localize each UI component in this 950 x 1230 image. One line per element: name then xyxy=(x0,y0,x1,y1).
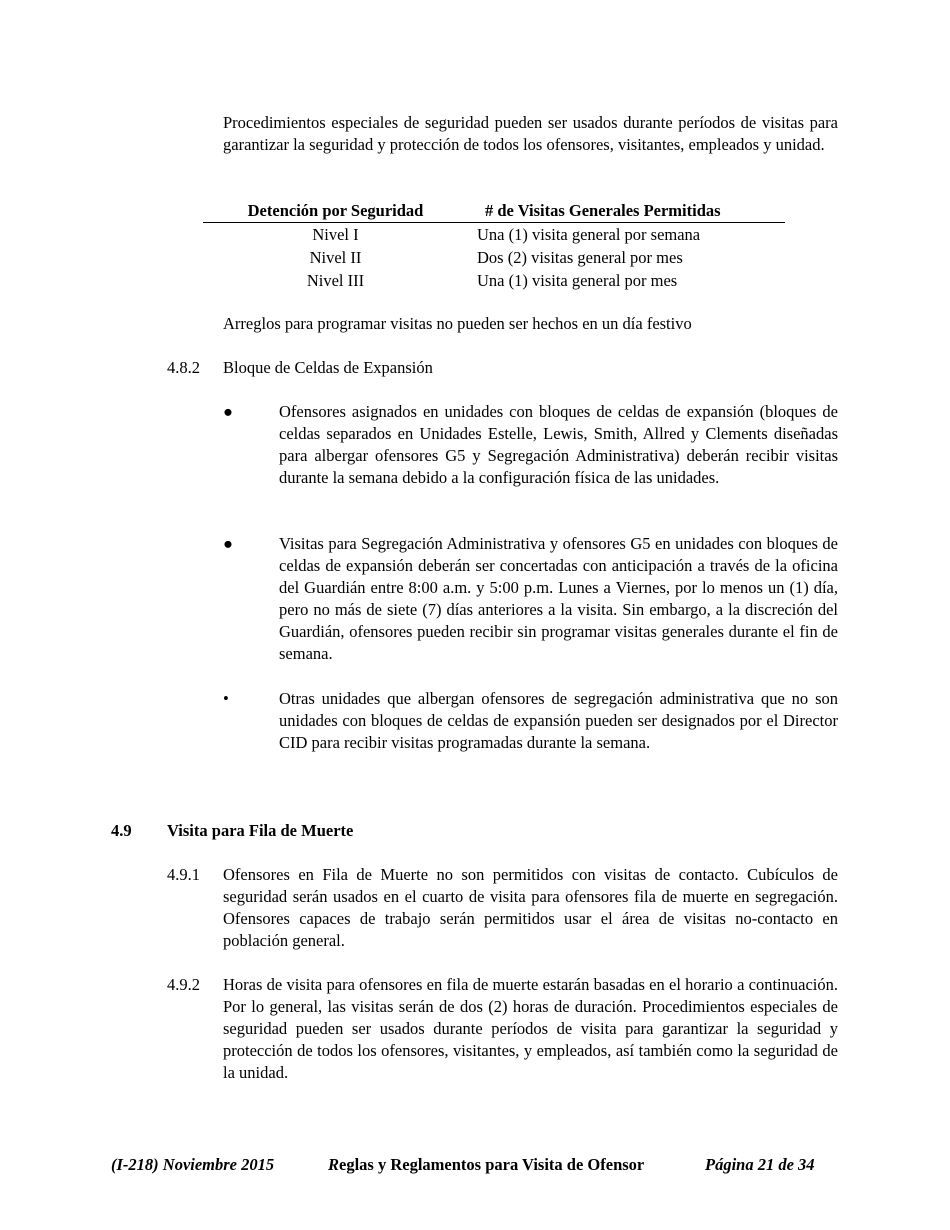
section-title: Bloque de Celdas de Expansión xyxy=(223,358,433,377)
table-cell: Una (1) visita general por mes xyxy=(477,270,678,290)
section-heading-title: Visita para Fila de Muerte xyxy=(167,821,354,840)
table-row xyxy=(203,246,785,269)
subsection-text: Ofensores en Fila de Muerte no son permitidos con visitas de contacto. Cubículos de seguridad serán usados en el cuarto de visita para ofensores fila de muerte en segregación. Ofensores capaces de trabajo serán permitidos usar el área de visitas no-contacto en población general. xyxy=(223,865,838,950)
subsection-text: Horas de visita para ofensores en fila de muerte estarán basadas en el horario a continuación. Por lo general, las visitas serán de dos (2) horas de duración. Procedimientos especiales de seguridad pueden ser usados durante períodos de visita para garantizar la seguridad y protección de todos los ofensores, visitantes, y empleados, así también como la seguridad de la unidad. xyxy=(223,975,838,1082)
security-visits-table xyxy=(203,199,785,292)
bullet-icon: • xyxy=(223,689,229,708)
footer-title-rest: eglas y Reglamentos para Visita de Ofensor xyxy=(339,1155,645,1174)
bullet-icon: ● xyxy=(223,534,233,553)
intro-paragraph: Procedimientos especiales de seguridad pueden ser usados durante períodos de visitas para garantizar la seguridad y protección de todos los ofensores, visitantes, empleados y unidad. xyxy=(223,113,838,154)
table-cell: Una (1) visita general por semana xyxy=(477,224,701,244)
table-cell: Nivel I xyxy=(312,224,359,244)
table-cell: Nivel II xyxy=(309,247,362,267)
table-row xyxy=(203,223,785,247)
footer-page-number: Página 21 de 34 xyxy=(705,1155,815,1174)
holiday-note: Arreglos para programar visitas no pueden ser hechos en un día festivo xyxy=(223,314,692,333)
bullet-icon: ● xyxy=(223,402,233,421)
footer-title-initial: R xyxy=(328,1155,340,1174)
section-number: 4.8.2 xyxy=(167,358,200,377)
table-cell: Nivel III xyxy=(306,270,365,290)
section-heading-number: 4.9 xyxy=(111,821,132,840)
table-header: Detención por Seguridad xyxy=(203,199,468,223)
subsection-number: 4.9.2 xyxy=(167,975,200,994)
table-cell: Dos (2) visitas general por mes xyxy=(477,247,683,267)
bullet-text: Ofensores asignados en unidades con bloques de celdas de expansión (bloques de celdas separados en Unidades Estelle, Lewis, Smith, Allred y Clements diseñadas para albergar ofensores G5 y Segregación Administrativa) deberán recibir visitas durante la semana debido a la configuración física de las unidades. xyxy=(279,402,838,487)
bullet-text: Visitas para Segregación Administrativa y ofensores G5 en unidades con bloques de celdas de expansión deberán ser concertadas con anticipación a través de la oficina del Guardián entre 8:00 a.m. y 5:00 p.m. Lunes a Viernes, por lo menos un (1) día, pero no más de siete (7) días anteriores a la visita. Sin embargo, a la discreción del Guardián, ofensores pueden recibir sin programar visitas generales durante el fin de semana. xyxy=(279,534,838,663)
table-header: # de Visitas Generales Permitidas xyxy=(468,199,785,223)
footer-document-id: (I-218) Noviembre 2015 xyxy=(111,1155,275,1174)
table-row xyxy=(203,269,785,292)
table-header-row xyxy=(203,199,785,223)
bullet-text: Otras unidades que albergan ofensores de segregación administrativa que no son unidades con bloques de celdas de expansión pueden ser designados por el Director CID para recibir visitas programadas durante la semana. xyxy=(279,689,838,752)
subsection-number: 4.9.1 xyxy=(167,865,200,884)
footer-title xyxy=(328,1154,644,1176)
